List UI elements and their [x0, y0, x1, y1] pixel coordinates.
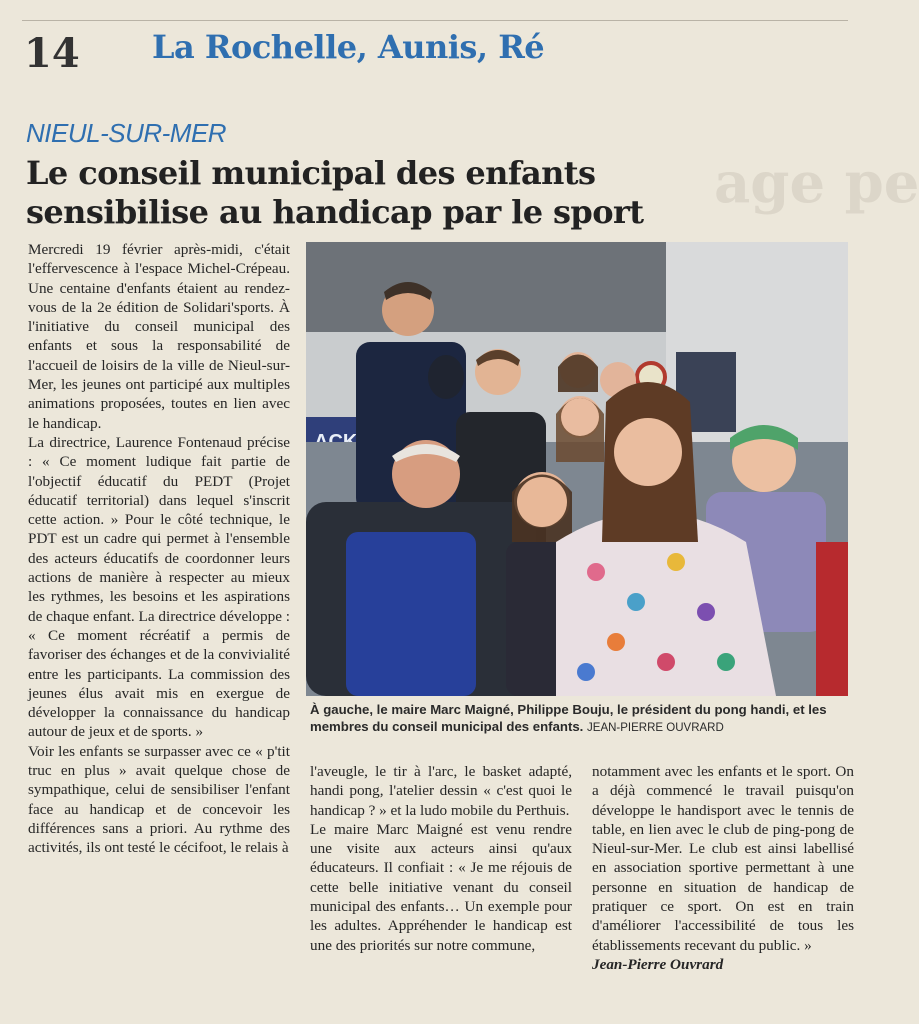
photo-caption [310, 701, 848, 737]
paragraph: La directrice, Laurence Fontenaud précise : « Ce moment ludique fait partie de l'objectif éducatif du PEDT (Projet éducatif territorial) dans lequel s'inscrit cette action. » Pour le côté technique, le PDT est un cadre qui permet à l'ensemble des acteurs éducatifs de coordonner leurs actions de manière à respecter au mieux les rythmes, les besoins et les aspirations de chaque enfant. La directrice développe : « Ce moment récréatif a permis de favoriser des échanges et de la convivialité entre les participants. La commission des jeunes élus avait mis en exergue de développer la connaissance du handicap autour de jeux et de sports. » [28, 433, 290, 741]
article-rubric: NIEUL-SUR-MER [26, 118, 227, 148]
photo-illustration [306, 242, 848, 696]
article-column-3 [592, 762, 854, 974]
page-number: 14 [24, 30, 80, 77]
article-byline: Jean-Pierre Ouvrard [592, 955, 724, 973]
header-rule [22, 20, 848, 21]
article-photo [306, 242, 848, 696]
caption-text: À gauche, le maire Marc Maigné, Philippe Bouju, le président du pong handi, et les membres du conseil municipal des enfants. [310, 702, 827, 734]
paragraph: Le maire Marc Maigné est venu rendre une visite aux acteurs ainsi qu'aux éducateurs. Il confiait : « Je me réjouis de cette belle initiative venant du conseil municipal des enfants… Un exemple pour les adultes. Appréhender le handicap est une des priorités sur notre commune, [310, 820, 572, 954]
paragraph: notamment avec les enfants et le sport. On a déjà commencé le travail puisqu'on développe le handisport avec le tennis de table, en lien avec le club de ping-pong de Nieul-sur-Mer. Le club est ainsi labellisé en association sportive permettant à une personne en situation de handicap de pratiquer ce sport. On est en train d'améliorer l'accessibilité de tous les établissements recevant du public. » [592, 763, 854, 954]
article-column-1 [28, 240, 290, 858]
paragraph: Voir les enfants se surpasser avec ce « p'tit truc en plus » avait quelque chose de sympathique, celui de sensibiliser l'enfant face au handicap et de concevoir les différences sans a priori. Au rythme des activités, ils ont testé le cécifoot, le relais à [28, 742, 290, 857]
article-headline [26, 154, 726, 232]
adjacent-page-bleed: age pe [714, 150, 919, 216]
paragraph: Mercredi 19 février après-midi, c'était l'effervescence à l'espace Michel-Crépeau. Une centaine d'enfants étaient au rendez-vous de la 2e édition de Solidari'sports. À l'initiative du conseil municipal des enfants et sous la responsabilité de l'accueil de loisirs de la ville de Nieul-sur-Mer, les jeunes ont participé aux multiples animations proposées, toutes en lien avec le handicap. [28, 241, 290, 432]
headline-line-2: sensibilise au handicap par le sport [26, 193, 644, 231]
headline-line-1: Le conseil municipal des enfants [26, 154, 596, 192]
article-column-2 [310, 762, 572, 955]
paragraph: l'aveugle, le tir à l'arc, le basket adapté, handi pong, l'atelier dessin « c'est quoi le handicap ? » et la ludo mobile du Perthuis. [310, 763, 572, 819]
section-title: La Rochelle, Aunis, Ré [152, 28, 545, 66]
photo-credit: JEAN-PIERRE OUVRARD [587, 722, 724, 734]
